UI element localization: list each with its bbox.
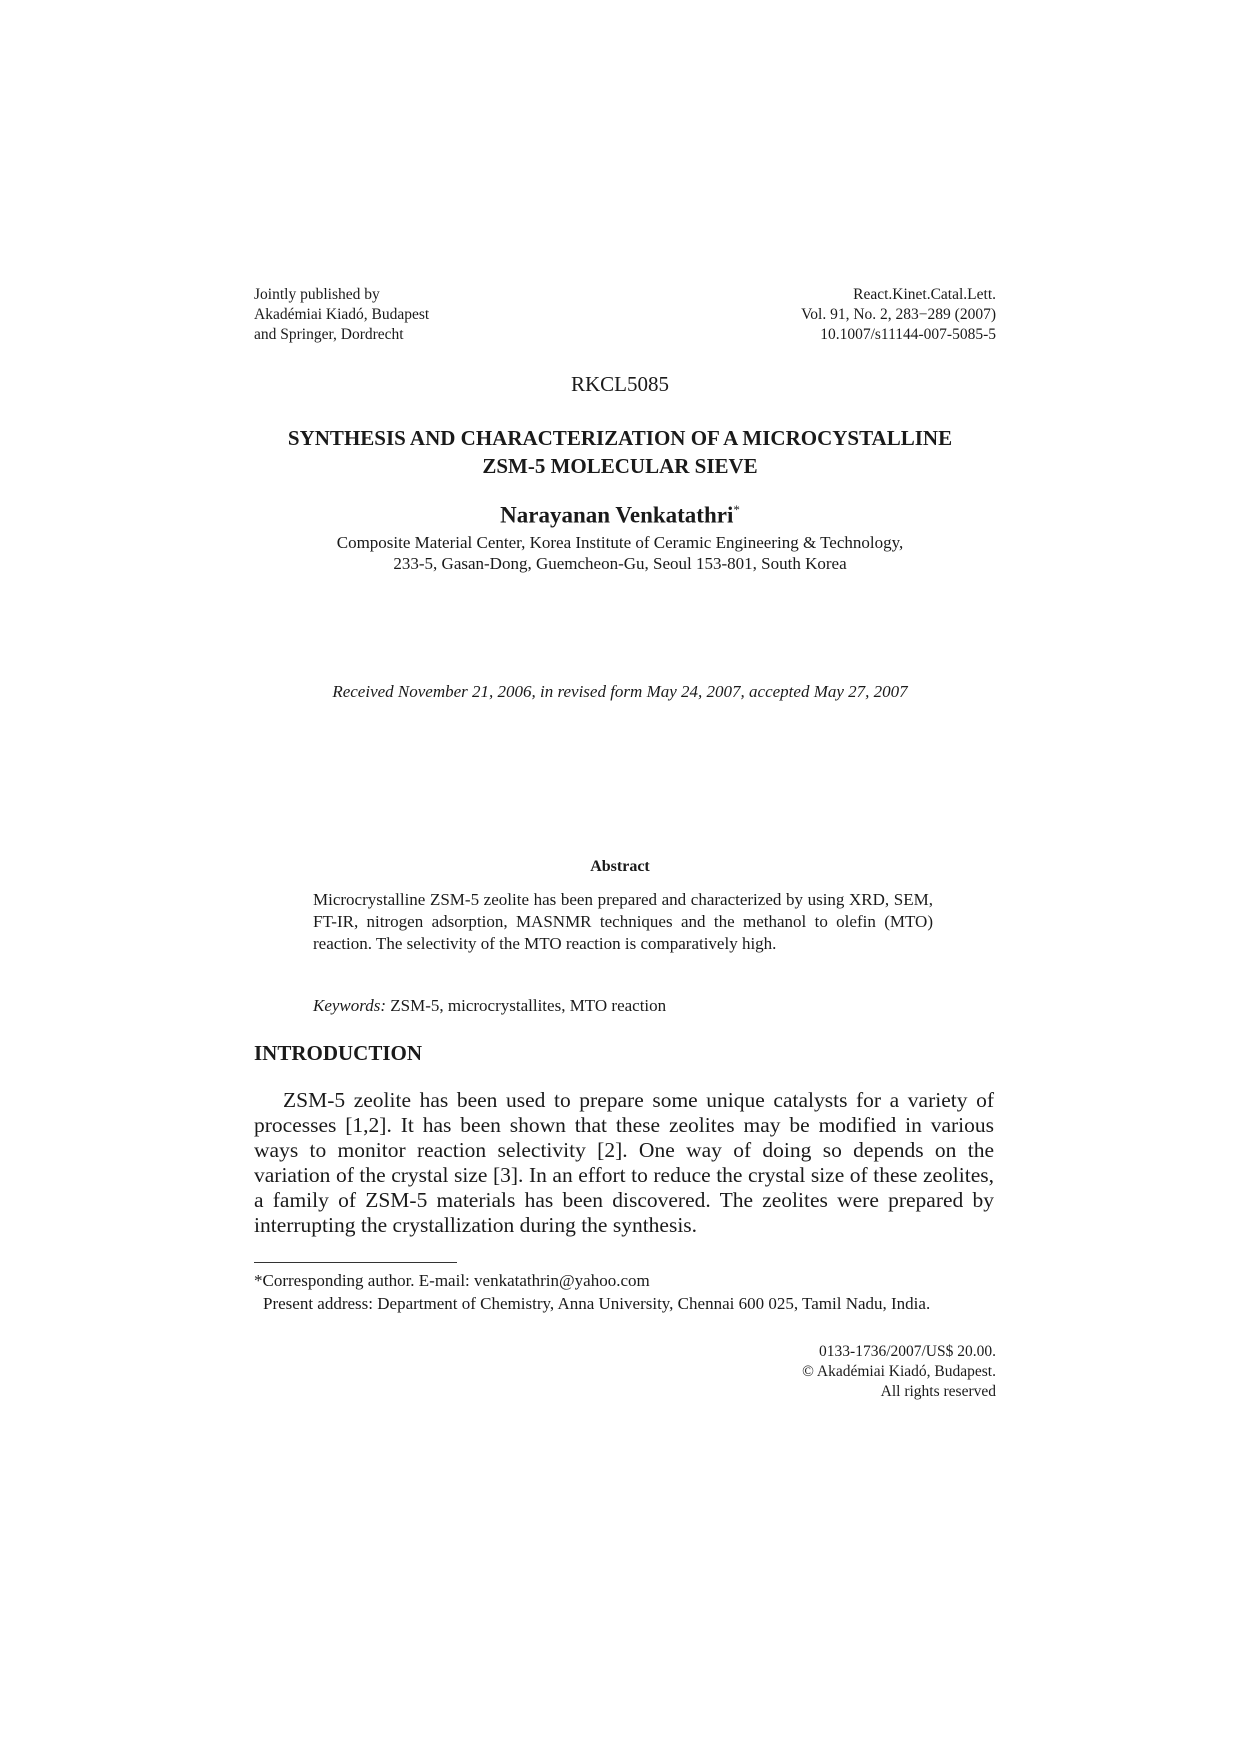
article-code: RKCL5085: [570, 372, 669, 396]
publisher-line-3: and Springer, Dordrecht: [254, 326, 404, 343]
footnote-divider: [254, 1262, 457, 1263]
copyright-publisher: © Akadémiai Kiadó, Budapest.: [802, 1363, 996, 1380]
publisher-line-1: Jointly published by: [254, 286, 380, 303]
journal-volume: Vol. 91, No. 2, 283−289 (2007): [801, 306, 996, 323]
copyright-rights: All rights reserved: [880, 1383, 996, 1400]
keywords-list: ZSM-5, microcrystallites, MTO reaction: [390, 996, 667, 1015]
copyright-issn: 0133-1736/2007/US$ 20.00.: [819, 1343, 996, 1360]
title-line-2: ZSM-5 MOLECULAR SIEVE: [482, 454, 758, 478]
author-name: Narayanan Venkatathri: [500, 502, 734, 528]
author: [0, 502, 1240, 529]
title-line-1: SYNTHESIS AND CHARACTERIZATION OF A MICROCYSTALLINE: [287, 426, 953, 450]
publisher-info: [254, 285, 429, 345]
abstract-text: Microcrystalline ZSM-5 zeolite has been prepared and characterized by using XRD, SEM, FT-IR, nitrogen adsorption, MASNMR techniques and the methanol to olefin (MTO) reaction. The selectivity of the MTO reaction is comparatively high.: [313, 890, 933, 953]
copyright-block: [802, 1342, 996, 1402]
introduction-heading: INTRODUCTION: [254, 1041, 423, 1065]
author-footnote-mark: *: [733, 502, 740, 517]
affiliation-line-2: 233-5, Gasan-Dong, Guemcheon-Gu, Seoul 153-801, South Korea: [393, 554, 847, 573]
journal-name: React.Kinet.Catal.Lett.: [853, 286, 996, 303]
paper-title: [200, 424, 1040, 480]
affiliation-line-1: Composite Material Center, Korea Institute of Ceramic Engineering & Technology,: [336, 533, 904, 552]
keywords: [313, 996, 666, 1016]
abstract-heading: Abstract: [590, 858, 650, 875]
affiliation: [200, 532, 1040, 574]
received-dates: Received November 21, 2006, in revised form May 24, 2007, accepted May 27, 2007: [332, 682, 908, 701]
footnote-present-address: Present address: Department of Chemistry, Anna University, Chennai 600 025, Tamil Nadu, India.: [263, 1294, 931, 1313]
journal-info: [801, 285, 996, 345]
keywords-label: Keywords:: [313, 996, 387, 1015]
journal-doi: 10.1007/s11144-007-5085-5: [820, 326, 996, 343]
footnote-corresponding: *Corresponding author. E-mail: venkatathrin@yahoo.com: [254, 1271, 650, 1290]
publisher-line-2: Akadémiai Kiadó, Budapest: [254, 306, 430, 323]
introduction-text: ZSM-5 zeolite has been used to prepare some unique catalysts for a variety of processes [1,2]. It has been shown that these zeolites may be modified in various ways to monitor reaction selectivity [2]. One way of doing so depends on the variation of the crystal size [3]. In an effort to reduce the crystal size of these zeolites, a family of ZSM-5 materials has been discovered. The zeolites were prepared by interrupting the crystallization during the synthesis.: [254, 1088, 994, 1237]
